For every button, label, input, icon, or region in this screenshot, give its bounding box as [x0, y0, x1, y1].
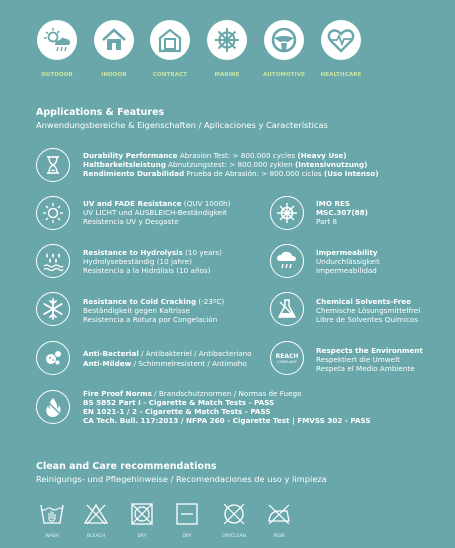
hand-wash-icon [40, 510, 64, 529]
reach-text: Respects the Environment Respektiert die Umwelt Respeta el Medio Ambiente [316, 346, 423, 373]
line-dry-icon [176, 510, 198, 529]
category-marine [195, 20, 259, 78]
category-label: INDOOR [101, 72, 127, 78]
no-bleach-icon [84, 510, 108, 529]
care-title: Clean and Care recommendations [36, 461, 217, 472]
category-label: MARINE [214, 72, 240, 78]
category-contract [138, 20, 202, 78]
category-indoor [82, 20, 146, 78]
sun-icon [36, 196, 70, 230]
no-dryclean-icon [223, 510, 245, 529]
fire-icon [36, 390, 70, 424]
ship-wheel-icon [207, 20, 247, 60]
antibacterial-text: Anti-Bacterial / Antibakteriel / Antibacteriano Anti-Mildew / Schimmelresistent / Antimoho [83, 349, 252, 368]
category-outdoor [25, 20, 89, 78]
steering-wheel-icon [264, 20, 304, 60]
fire-text: Fire Proof Norms / Brandschutznormen / Normas de Fuego BS 5852 Part I - Cigarette & Match Tests - PASS EN 1021-1 / 2 - Cigarette & Match Tests - PASS CA Tech. Bull. 117:2013 / NFPA 260 - Cigarette Test | FMVSS 302 - PASS [83, 389, 371, 425]
hourglass-icon [36, 148, 70, 182]
cloud-rain-icon [270, 244, 304, 278]
category-label: OUTDOOR [41, 72, 73, 78]
reach-badge: REACH COMPLIANT [270, 341, 304, 375]
uv-text: UV and FADE Resistance (QUV 1000h) UV LICHT und AUSBLEICH-Beständigkeit Resistencia UV y Desgaste [83, 199, 231, 226]
imo-text: IMO RES MSC.307(88) Part 8 [316, 199, 368, 226]
care-dryclean: DRYCLEAN [222, 503, 246, 539]
ship-wheel-icon [270, 196, 304, 230]
durability-text: Durability Performance Abrasion Test: > 800.000 cycles (Heavy Use) Haltbarkeitsleistung Abnutzungstest: > 800.000 zyklen (Intensivnutzung) Rendimiento Durabilidad Prueba de Abrasión: > 800.000 ciclos (Uso Intenso) [83, 151, 379, 178]
snowflake-icon [36, 292, 70, 326]
no-iron-icon [267, 510, 291, 529]
applications-title: Applications & Features [36, 107, 165, 118]
cold-text: Resistance to Cold Cracking (-23ºC) Beständigkeit gegen Kaltrisse Resistencia a Rotura por Congelación [83, 297, 225, 324]
care-bleach: BLEACH [84, 503, 108, 539]
care-wash: WASH [40, 503, 64, 539]
sun-cloud-rain-icon [37, 20, 77, 60]
hydrolysis-icon [36, 244, 70, 278]
building-icon [150, 20, 190, 60]
category-healthcare [309, 20, 373, 78]
chemical-text: Chemical Solvents-Free Chemische Lösungsmittelfrei Libre de Solventes Químicos [316, 297, 421, 324]
bacteria-icon [36, 341, 70, 375]
care-line-dry: DRY [175, 503, 199, 539]
care-tumble-dry: DRY [130, 503, 154, 539]
care-subtitle: Reinigungs- und Pflegehinweise / Recomendaciones de uso y limpieza [36, 474, 327, 484]
heart-pulse-icon [321, 20, 361, 60]
hydrolysis-text: Resistance to Hydrolysis (10 years) Hydrolysebeständig (10 jahre) Resistencia a la Hidrólisis (10 años) [83, 248, 222, 275]
impermeability-text: Impermeability Undurchlässigkeit Impermeabilidad [316, 248, 380, 275]
care-iron: IRON [267, 503, 291, 539]
applications-subtitle: Anwendungsbereiche & Eigenschaften / Aplicaciones y Características [36, 120, 328, 130]
category-label: AUTOMOTIVE [263, 72, 305, 78]
flask-icon [270, 292, 304, 326]
category-automotive [252, 20, 316, 78]
category-label: CONTRACT [152, 72, 188, 78]
no-tumble-dry-icon [131, 510, 153, 529]
house-icon [94, 20, 134, 60]
category-label: HEALTHCARE [320, 72, 362, 78]
